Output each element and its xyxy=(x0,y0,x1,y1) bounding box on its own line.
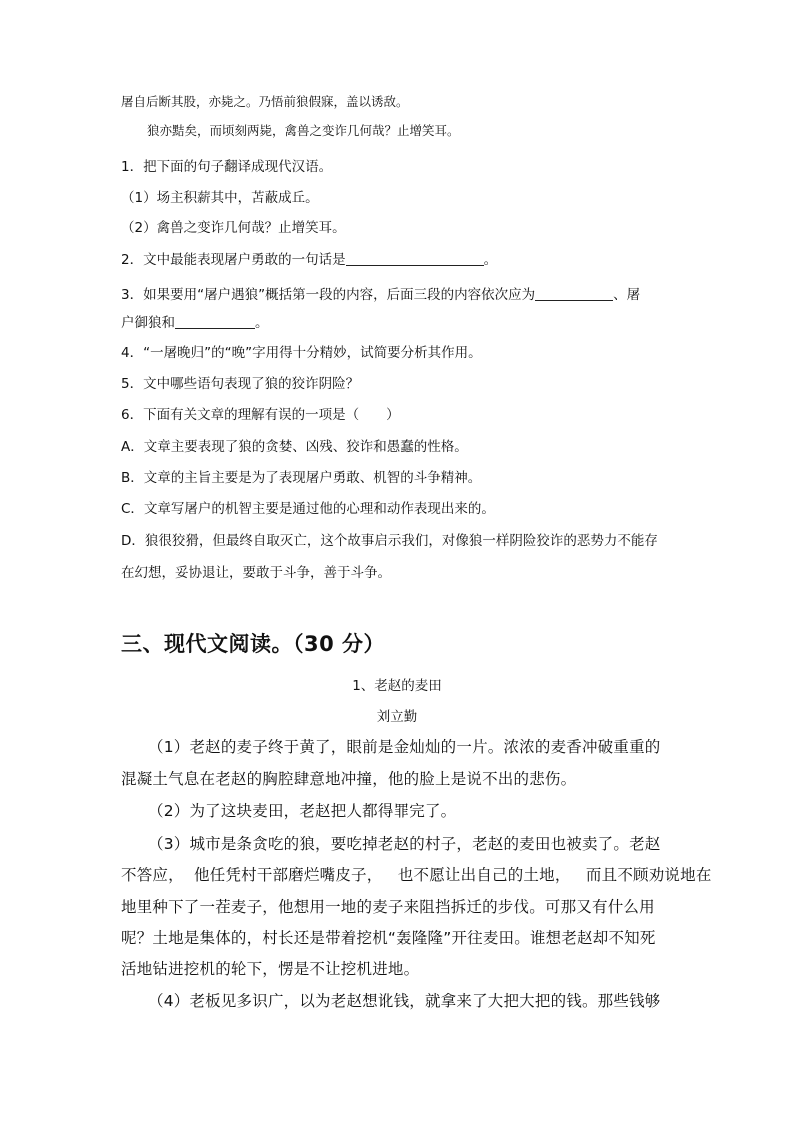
question-text: 文中哪些语句表现了狼的狡诈阴险？ xyxy=(143,376,360,392)
classical-text-line-1: 屠自后断其股，亦毙之。乃悟前狼假寐，盖以诱敌。 xyxy=(121,94,409,109)
option-text: 文章的主旨主要是为了表现屠户勇敢、机智的斗争精神。 xyxy=(143,470,482,486)
option-label: C． xyxy=(121,501,144,517)
question-text: “一屠晚归”的“晚”字用得十分精妙，试简要分析其作用。 xyxy=(143,345,482,361)
paragraph-3-line-3: 地里种下了一茬麦子，他想用一地的麦子来阻挡拆迁的步伐。可那又有什么用 xyxy=(121,898,655,916)
paragraph-3-line-5: 活地钻进挖机的轮下，愣是不让挖机进地。 xyxy=(121,960,420,978)
option-c xyxy=(121,497,495,517)
paragraph-3-line-2: 不答应， 他任凭村干部磨烂嘴皮子， 也不愿让出自己的土地， 而且不顾劝说地在 xyxy=(121,866,712,884)
question-text: 文中最能表现屠户勇敢的一句话是 xyxy=(143,252,346,268)
question-text: 把下面的句子翻译成现代汉语。 xyxy=(143,159,333,175)
classical-text-line-2: 狼亦黠矣，而顷刻两毙，禽兽之变诈几何哉？止增笑耳。 xyxy=(147,123,460,138)
paragraph-3-line-4: 呢？土地是集体的，村长还是带着挖机“轰隆隆”开往麦田。谁想老赵却不知死 xyxy=(121,929,656,947)
question-number: 5． xyxy=(121,376,144,392)
question-text: 户御狼和 xyxy=(121,315,175,331)
question-number: 6． xyxy=(121,407,144,423)
question-5 xyxy=(121,372,359,392)
answer-blank[interactable] xyxy=(175,314,255,329)
option-label: B． xyxy=(121,470,144,486)
question-end: 。 xyxy=(255,315,269,331)
section-heading: 三、现代文阅读。（30 分） xyxy=(121,632,386,656)
question-1-sub-1: （1）场主积薪其中，苫蔽成丘。 xyxy=(121,190,319,206)
question-6 xyxy=(121,403,400,423)
question-1-sub-2: （2）禽兽之变诈几何哉？止增笑耳。 xyxy=(121,220,346,236)
answer-blank[interactable] xyxy=(346,251,484,266)
question-1 xyxy=(121,155,332,175)
paragraph-3-line-1: （3）城市是条贪吃的狼，要吃掉老赵的村子，老赵的麦田也被卖了。老赵 xyxy=(148,835,661,853)
article-title: 1、老赵的麦田 xyxy=(352,678,442,694)
option-b xyxy=(121,466,481,486)
question-text: 如果要用“屠户遇狼”概括第一段的内容，后面三段的内容依次应为 xyxy=(143,287,536,303)
question-end: 。 xyxy=(483,252,498,268)
option-label: D． xyxy=(121,533,145,549)
question-number: 4． xyxy=(121,345,144,361)
question-3-line-2 xyxy=(121,311,269,331)
paragraph-1-line-1: （1）老赵的麦子终于黄了，眼前是金灿灿的一片。浓浓的麦香冲破重重的 xyxy=(148,738,661,756)
answer-blank[interactable] xyxy=(535,286,613,301)
option-label: A． xyxy=(121,439,144,455)
question-4 xyxy=(121,341,482,361)
article-author: 刘立勤 xyxy=(376,709,418,725)
question-text: 下面有关文章的理解有误的一项是（ ） xyxy=(143,407,400,423)
question-number: 1． xyxy=(121,159,144,175)
option-d-line-2: 在幻想，妥协退让，要敢于斗争，善于斗争。 xyxy=(121,565,391,581)
question-2 xyxy=(121,248,497,268)
paragraph-4-line-1: （4）老板见多识广，以为老赵想讹钱，就拿来了大把大把的钱。那些钱够 xyxy=(148,992,661,1010)
question-number: 3． xyxy=(121,287,144,303)
option-d xyxy=(121,529,658,549)
option-a xyxy=(121,435,468,455)
paragraph-2-line-1: （2）为了这块麦田，老赵把人都得罪完了。 xyxy=(148,802,457,820)
question-number: 2． xyxy=(121,252,144,268)
option-text: 狼很狡猾，但最终自取灭亡，这个故事启示我们，对像狼一样阴险狡诈的恶势力不能存 xyxy=(144,533,658,549)
question-3 xyxy=(121,283,640,303)
question-separator: 、屠 xyxy=(613,287,641,303)
paragraph-1-line-2: 混凝土气息在老赵的胸腔肆意地冲撞，他的脸上是说不出的悲伤。 xyxy=(121,770,577,788)
option-text: 文章主要表现了狼的贪婪、凶残、狡诈和愚蠢的性格。 xyxy=(143,439,468,455)
option-text: 文章写屠户的机智主要是通过他的心理和动作表现出来的。 xyxy=(143,501,495,517)
